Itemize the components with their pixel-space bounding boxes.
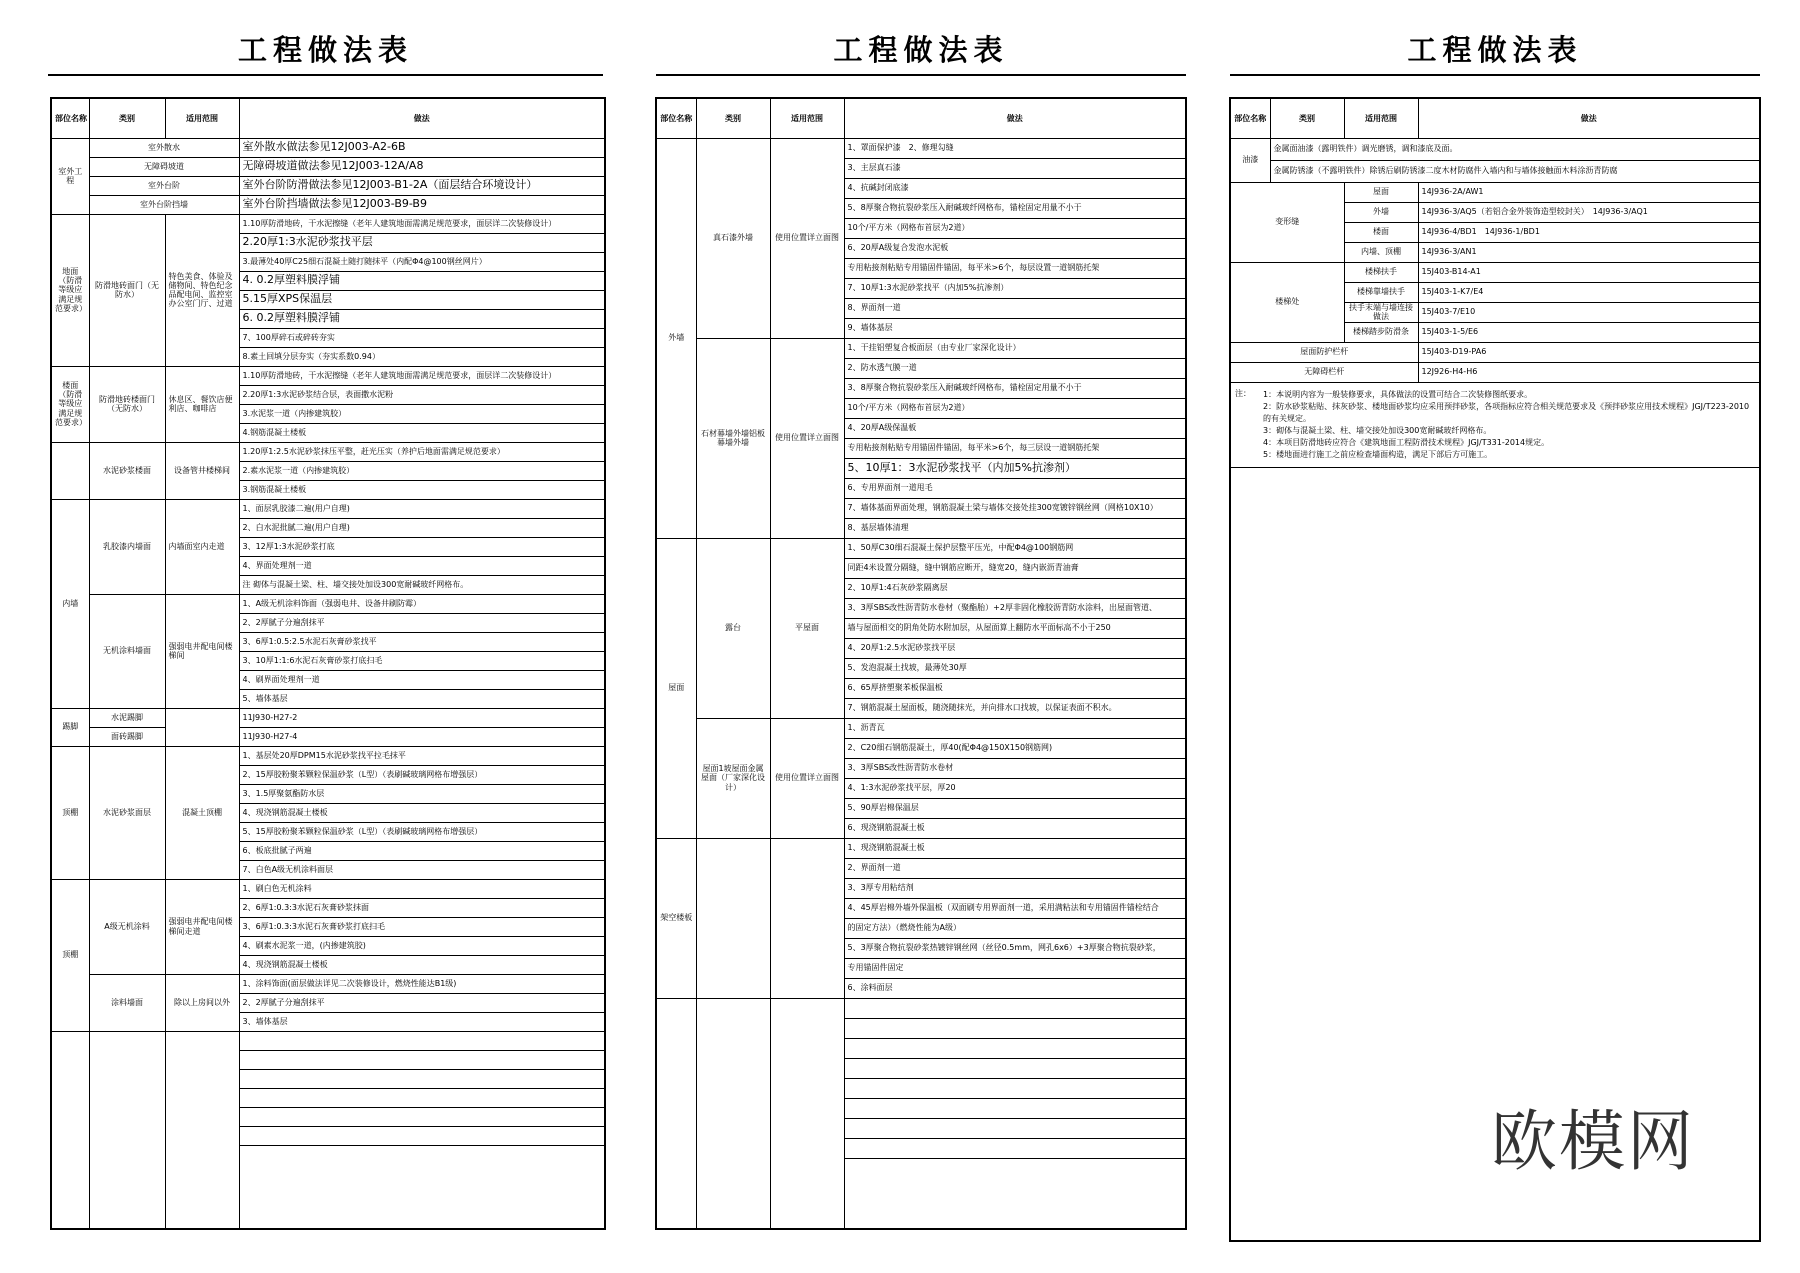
part-cell: 地面（防滑等级应满足规范要求） — [51, 214, 89, 366]
step-cell: 1、罩面保护漆 2、修理勾缝 — [844, 138, 1186, 158]
note-item: 3：砌体与混凝土梁、柱、墙交接处加设300宽耐碱玻纤网格布。 — [1263, 425, 1492, 435]
step-cell: 4、20厚1:2.5水泥砂浆找平层 — [844, 638, 1186, 658]
part-cell: 踢脚 — [51, 708, 89, 746]
blank-cell — [656, 998, 696, 1229]
part-cell: 变形缝 — [1230, 182, 1344, 262]
step-cell: 7、墙体基面界面处理，钢筋混凝土梁与墙体交接处挂300宽镀锌钢丝网（网格10X10） — [844, 498, 1186, 518]
step-cell: 1、A级无机涂料饰面（强弱电井、设备井刷防霉） — [239, 594, 605, 613]
category-cell: 露台 — [696, 538, 770, 718]
category-cell: 楼梯扶手 — [1344, 262, 1418, 282]
method-cell: 15J403-D19-PA6 — [1418, 342, 1760, 362]
step-cell: 5.15厚XPS保温层 — [239, 290, 605, 309]
blank-cell — [89, 1031, 165, 1229]
part-cell: 油漆 — [1230, 138, 1270, 182]
category-cell: 室外台阶挡墙 — [89, 195, 239, 214]
step-cell: 3.钢筋混凝土楼板 — [239, 480, 605, 499]
step-cell: 4、刷界面处理剂一道 — [239, 670, 605, 689]
step-cell: 2、2厚腻子分遍刮抹平 — [239, 613, 605, 632]
step-cell: 4、20厚A级保温板 — [844, 418, 1186, 438]
blank-cell — [239, 1126, 605, 1145]
construction-table-3 — [1229, 97, 1761, 1242]
blank-cell — [239, 1088, 605, 1107]
step-cell: 3、3厚SBS改性沥青防水卷材 — [844, 758, 1186, 778]
method-cell: 12J926-H4-H6 — [1418, 362, 1760, 382]
step-cell: 4. 0.2厚塑料膜浮铺 — [239, 271, 605, 290]
step-cell: 1、面层乳胶漆二遍(用户自理) — [239, 499, 605, 518]
scope-cell: 内墙面室内走道 — [165, 499, 239, 594]
step-cell: 4、现浇钢筋混凝土楼板 — [239, 955, 605, 974]
step-cell: 4、1:3水泥砂浆找平层，厚20 — [844, 778, 1186, 798]
step-cell: 2、界面剂一道 — [844, 858, 1186, 878]
title-rule — [48, 74, 603, 76]
step-cell: 5、发泡混凝土找坡，最薄处30厚 — [844, 658, 1186, 678]
step-cell: 2、白水泥批腻二遍(用户自理) — [239, 518, 605, 537]
step-cell: 1、沥青瓦 — [844, 718, 1186, 738]
step-cell: 3、3厚SBS改性沥青防水卷材（聚酯胎）+2厚非固化橡胶沥青防水涂料，出屋面管道、 — [844, 598, 1186, 618]
category-cell: 外墙 — [1344, 202, 1418, 222]
method-cell: 14J936-2A/AW1 — [1418, 182, 1760, 202]
blank-cell — [239, 1107, 605, 1126]
step-cell: 6、20厚A级复合发泡水泥板 — [844, 238, 1186, 258]
step-cell: 3、6厚1:0.3:3水泥石灰膏砂浆打底扫毛 — [239, 917, 605, 936]
step-cell: 4、抗碱封闭底漆 — [844, 178, 1186, 198]
step-cell: 专用粘接剂粘贴专用锚固件锚固，每平米>6个，每层设置一道钢筋托架 — [844, 258, 1186, 278]
category-cell: 水泥砂浆面层 — [89, 746, 165, 879]
note-item: 2：防水砂浆粘贴、抹灰砂浆、楼地面砂浆均应采用预拌砂浆，各项指标应符合相关规范要求及《预拌砂浆应用技术规程》JGJ/T223-2010的有关规定。 — [1263, 401, 1750, 423]
step-cell: 1、现浇钢筋混凝土板 — [844, 838, 1186, 858]
scope-cell: 使用位置详立面图 — [770, 138, 844, 338]
step-cell: 2、15厚胶粉聚苯颗粒保温砂浆（L型）（表刷碱玻璃网格布增强层） — [239, 765, 605, 784]
step-cell: 注 砌体与混凝土梁、柱、墙交接处加设300宽耐碱玻纤网格布。 — [239, 575, 605, 594]
method-cell: 15J403-1-5/E6 — [1418, 322, 1760, 342]
step-cell: 6、专用界面剂一道甩毛 — [844, 478, 1186, 498]
step-cell: 3、1.5厚聚氨酯防水层 — [239, 784, 605, 803]
method-cell: 室外台阶防滑做法参见12J003-B1-2A（面层结合环境设计） — [239, 176, 605, 195]
method-cell: 无障碍坡道做法参见12J003-12A/A8 — [239, 157, 605, 176]
category-cell: 无机涂料墙面 — [89, 594, 165, 708]
step-cell: 的固定方法）（燃烧性能为A级） — [844, 918, 1186, 938]
category-cell: 楼梯靠墙扶手 — [1344, 282, 1418, 302]
notes-cell — [1230, 382, 1760, 467]
step-cell: 6、板底批腻子两遍 — [239, 841, 605, 860]
method-cell: 15J403-1-K7/E4 — [1418, 282, 1760, 302]
step-cell: 8、界面剂一道 — [844, 298, 1186, 318]
step-cell: 5、墙体基层 — [239, 689, 605, 708]
part-cell: 无障碍栏杆 — [1230, 362, 1418, 382]
blank-cell — [239, 1050, 605, 1069]
step-cell: 7、10厚1:3水泥砂浆找平（内加5%抗渗剂） — [844, 278, 1186, 298]
step-cell: 8.素土回填分层夯实（夯实系数0.94） — [239, 347, 605, 366]
scope-cell: 平屋面 — [770, 538, 844, 718]
step-cell: 6、65厚挤塑聚苯板保温板 — [844, 678, 1186, 698]
step-cell: 3、3厚专用粘结剂 — [844, 878, 1186, 898]
blank-cell — [844, 998, 1186, 1018]
category-cell: 扶手末端与墙连接做法 — [1344, 302, 1418, 322]
part-cell: 室外工程 — [51, 138, 89, 214]
header-scope: 适用范围 — [165, 98, 239, 138]
step-cell: 4.钢筋混凝土楼板 — [239, 423, 605, 442]
step-cell: 4、45厚岩棉外墙外保温板（双面刷专用界面剂一道，采用满粘法和专用锚固件锚栓结合 — [844, 898, 1186, 918]
blank-cell — [770, 998, 844, 1229]
scope-cell: 强弱电井配电间楼梯间 — [165, 594, 239, 708]
header-category: 类别 — [1270, 98, 1344, 138]
step-cell: 同距4米设置分隔缝，缝中钢筋应断开，缝宽20，缝内嵌沥青油膏 — [844, 558, 1186, 578]
step-cell: 1、干挂铝塑复合板面层（由专业厂家深化设计） — [844, 338, 1186, 358]
category-cell: 楼面 — [1344, 222, 1418, 242]
step-cell: 2、10厚1:4石灰砂浆隔离层 — [844, 578, 1186, 598]
step-cell: 3.最薄处40厚C25细石混凝土随打随抹平（内配Φ4@100钢丝网片） — [239, 252, 605, 271]
blank-cell — [844, 1038, 1186, 1058]
part-cell: 内墙 — [51, 499, 89, 708]
step-cell: 专用锚固件固定 — [844, 958, 1186, 978]
category-cell: 屋面1坡屋面金属屋面（厂家深化设计） — [696, 718, 770, 838]
blank-cell — [844, 1098, 1186, 1118]
scope-cell: 设备管井楼梯间 — [165, 442, 239, 499]
step-cell: 2.20厚1:3水泥砂浆结合层，表面撒水泥粉 — [239, 385, 605, 404]
header-part: 部位名称 — [1230, 98, 1270, 138]
step-cell: 5、90厚岩棉保温层 — [844, 798, 1186, 818]
part-cell: 顶棚 — [51, 746, 89, 879]
category-cell: A级无机涂料 — [89, 879, 165, 974]
part-cell: 架空楼板 — [656, 838, 696, 998]
step-cell: 11J930-H27-2 — [239, 708, 605, 727]
category-cell: 真石漆外墙 — [696, 138, 770, 338]
category-cell: 水泥砂浆楼面 — [89, 442, 165, 499]
step-cell: 10个/平方米（网格布首层为2道） — [844, 398, 1186, 418]
step-cell: 2、2厚腻子分遍刮抹平 — [239, 993, 605, 1012]
step-cell: 1.20厚1:2.5水泥砂浆抹压平整，赶光压实（养护后地面需满足规范要求） — [239, 442, 605, 461]
method-cell: 15J403-B14-A1 — [1418, 262, 1760, 282]
category-cell: 防滑地砖面门（无防水） — [89, 214, 165, 366]
step-cell: 4、界面处理剂一道 — [239, 556, 605, 575]
category-cell: 室外散水 — [89, 138, 239, 157]
part-cell: 屋面防护栏杆 — [1230, 342, 1418, 362]
step-cell: 5、3厚聚合物抗裂砂浆热镀锌钢丝网（丝径0.5mm，网孔6x6）+3厚聚合物抗裂砂浆， — [844, 938, 1186, 958]
scope-cell — [165, 708, 239, 746]
step-cell: 7、钢筋混凝土屋面板，随浇随抹光，并向排水口找坡，以保证表面不积水。 — [844, 698, 1186, 718]
part-cell: 屋面 — [656, 538, 696, 838]
header-scope: 适用范围 — [1344, 98, 1418, 138]
scope-cell: 使用位置详立面图 — [770, 338, 844, 538]
header-category: 类别 — [696, 98, 770, 138]
step-cell: 5、15厚胶粉聚苯颗粒保温砂浆（L型）（表刷碱玻璃网格布增强层） — [239, 822, 605, 841]
step-cell: 5、10厚1：3水泥砂浆找平（内加5%抗渗剂） — [844, 458, 1186, 478]
step-cell: 1、涂料饰面(面层做法详见二次装修设计，燃烧性能达B1级) — [239, 974, 605, 993]
step-cell: 1、50厚C30细石混凝土保护层整平压光，中配Φ4@100钢筋网 — [844, 538, 1186, 558]
category-cell — [696, 838, 770, 998]
scope-cell: 特色美食、体验及储物间、特色纪念品配电间、监控室办公室门厅、过道 — [165, 214, 239, 366]
title-rule — [656, 74, 1186, 76]
category-cell: 水泥踢脚 — [89, 708, 165, 727]
blank-cell — [239, 1031, 605, 1050]
scope-cell: 休息区、餐饮店便利店、咖啡店 — [165, 366, 239, 442]
method-cell: 15J403-7/E10 — [1418, 302, 1760, 322]
blank-cell — [844, 1078, 1186, 1098]
part-cell — [51, 442, 89, 499]
step-cell: 3.水泥浆一道（内掺建筑胶） — [239, 404, 605, 423]
step-cell: 4、刷素水泥浆一道，(内掺建筑胶) — [239, 936, 605, 955]
blank-cell — [844, 1158, 1186, 1229]
header-method: 做法 — [239, 98, 605, 138]
step-cell: 1.10厚防滑地砖，干水泥擦缝（老年人建筑地面需满足规范要求，面层详二次装修设计） — [239, 366, 605, 385]
blank-cell — [844, 1138, 1186, 1158]
blank-cell — [239, 1069, 605, 1088]
step-cell: 1、刷白色无机涂料 — [239, 879, 605, 898]
scope-cell: 除以上房间以外 — [165, 974, 239, 1031]
blank-cell — [844, 1118, 1186, 1138]
scope-cell: 使用位置详立面图 — [770, 718, 844, 838]
part-cell: 楼面（防滑等级应满足规范要求） — [51, 366, 89, 442]
method-cell: 金属面油漆（露明铁件）调光磨锈，调和漆底及面。 — [1270, 138, 1760, 160]
header-part: 部位名称 — [51, 98, 89, 138]
construction-table-1 — [50, 97, 606, 1230]
step-cell: 1.10厚防滑地砖，干水泥擦缝（老年人建筑地面需满足规范要求，面层详二次装修设计） — [239, 214, 605, 233]
step-cell: 8、基层墙体清理 — [844, 518, 1186, 538]
sheet-title: 工程做法表 — [1407, 33, 1583, 67]
header-method: 做法 — [844, 98, 1186, 138]
step-cell: 3、主层真石漆 — [844, 158, 1186, 178]
sheet-title: 工程做法表 — [237, 33, 413, 67]
step-cell: 9、墙体基层 — [844, 318, 1186, 338]
part-cell: 楼梯处 — [1230, 262, 1344, 342]
blank-cell — [165, 1031, 239, 1229]
header-method: 做法 — [1418, 98, 1760, 138]
category-cell: 室外台阶 — [89, 176, 239, 195]
notes-label: 注： — [1235, 388, 1251, 398]
sheet-title: 工程做法表 — [833, 33, 1009, 67]
method-cell: 14J936-3/AN1 — [1418, 242, 1760, 262]
header-part: 部位名称 — [656, 98, 696, 138]
category-cell: 防滑地砖楼面门（无防水） — [89, 366, 165, 442]
step-cell: 3、10厚1:1:6水泥石灰膏砂浆打底扫毛 — [239, 651, 605, 670]
step-cell: 3、12厚1:3水泥砂浆打底 — [239, 537, 605, 556]
step-cell: 墙与屋面相交的阴角处防水附加层，从屋面算上翻防水平面标高不小于250 — [844, 618, 1186, 638]
step-cell: 4、现浇钢筋混凝土楼板 — [239, 803, 605, 822]
blank-cell — [696, 998, 770, 1229]
header-scope: 适用范围 — [770, 98, 844, 138]
step-cell: 7、白色A级无机涂料面层 — [239, 860, 605, 879]
note-item: 4：本项目防滑地砖应符合《建筑地面工程防滑技术规程》JGJ/T331-2014规定。 — [1263, 437, 1550, 447]
step-cell: 2、C20细石钢筋混凝土，厚40(配Φ4@150X150钢筋网) — [844, 738, 1186, 758]
step-cell: 2、6厚1:0.3:3水泥石灰膏砂浆抹面 — [239, 898, 605, 917]
blank-cell — [51, 1031, 89, 1229]
method-cell: 室外散水做法参见12J003-A2-6B — [239, 138, 605, 157]
category-cell: 面砖踢脚 — [89, 727, 165, 746]
step-cell: 7、100厚碎石或碎砖夯实 — [239, 328, 605, 347]
title-rule — [1230, 74, 1760, 76]
category-cell: 石材幕墙外墙铝板幕墙外墙 — [696, 338, 770, 538]
blank-cell — [239, 1145, 605, 1229]
method-cell: 14J936-4/BD1 14J936-1/BD1 — [1418, 222, 1760, 242]
scope-cell — [770, 838, 844, 998]
step-cell: 6、涂料面层 — [844, 978, 1186, 998]
category-cell: 无障碍坡道 — [89, 157, 239, 176]
note-item: 1：本说明内容为一般装修要求，具体做法的设置可结合二次装修图纸要求。 — [1263, 389, 1533, 399]
step-cell: 3、6厚1:0.5:2.5水泥石灰膏砂浆找平 — [239, 632, 605, 651]
blank-cell — [844, 1018, 1186, 1038]
step-cell: 2.素水泥浆一道（内掺建筑胶） — [239, 461, 605, 480]
blank-cell — [844, 1058, 1186, 1078]
method-cell: 14J936-3/AQ5（若铝合金外装饰造型较封关） 14J936-3/AQ1 — [1418, 202, 1760, 222]
method-cell: 室外台阶挡墙做法参见12J003-B9-B9 — [239, 195, 605, 214]
construction-table-2 — [655, 97, 1187, 1230]
scope-cell: 强弱电井配电间楼梯间走道 — [165, 879, 239, 974]
part-cell: 外墙 — [656, 138, 696, 538]
step-cell: 专用粘接剂粘贴专用锚固件锚固，每平米>6个，每三层设一道钢筋托架 — [844, 438, 1186, 458]
step-cell: 1、基层处20厚DPM15水泥砂浆找平拉毛抹平 — [239, 746, 605, 765]
category-cell: 涂料墙面 — [89, 974, 165, 1031]
watermark-logo: 欧模网 — [1491, 1103, 1695, 1180]
scope-cell: 混凝土顶棚 — [165, 746, 239, 879]
step-cell: 3、墙体基层 — [239, 1012, 605, 1031]
step-cell: 2、防水透气膜一道 — [844, 358, 1186, 378]
step-cell: 6. 0.2厚塑料膜浮铺 — [239, 309, 605, 328]
step-cell: 10个/平方米（网格布首层为2道） — [844, 218, 1186, 238]
category-cell: 乳胶漆内墙面 — [89, 499, 165, 594]
sheet-1 — [48, 30, 603, 76]
category-cell: 屋面 — [1344, 182, 1418, 202]
step-cell: 2.20厚1:3水泥砂浆找平层 — [239, 233, 605, 252]
method-cell: 金属防锈漆（不露明铁件）除锈后刷防锈漆二度木材防腐件入墙内和与墙体接触面木料涂沥青防腐 — [1270, 160, 1760, 182]
step-cell: 11J930-H27-4 — [239, 727, 605, 746]
category-cell: 楼梯踏步防滑条 — [1344, 322, 1418, 342]
step-cell: 3、8厚聚合物抗裂砂浆压入耐碱玻纤网格布，锚栓固定用量不小于 — [844, 378, 1186, 398]
step-cell: 6、现浇钢筋混凝土板 — [844, 818, 1186, 838]
part-cell: 顶棚 — [51, 879, 89, 1031]
step-cell: 5、8厚聚合物抗裂砂浆压入耐碱玻纤网格布，锚栓固定用量不小于 — [844, 198, 1186, 218]
category-cell: 内墙、顶棚 — [1344, 242, 1418, 262]
sheet-3 — [1230, 30, 1760, 76]
header-category: 类别 — [89, 98, 165, 138]
note-item: 5：楼地面进行施工之前应检查墙面构造，满足下部后方可施工。 — [1263, 449, 1493, 459]
sheet-2 — [656, 30, 1186, 76]
